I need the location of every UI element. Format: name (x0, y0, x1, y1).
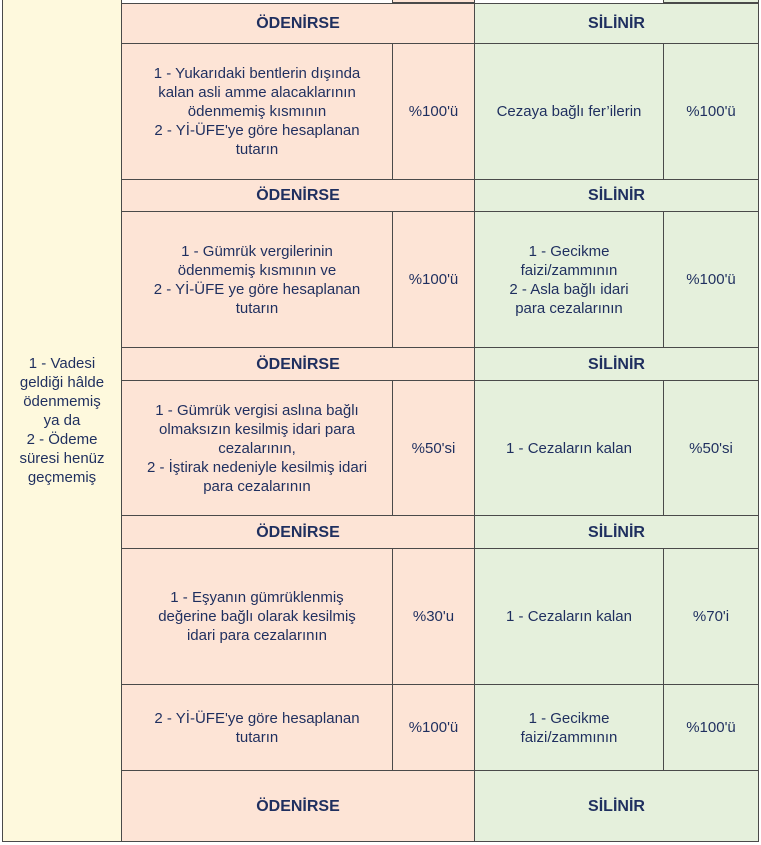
paid-percentage: %30'u (392, 548, 475, 685)
text-line: 1 - Gecikme (528, 709, 610, 727)
left-condition-cell (2, 0, 122, 842)
header-deleted: SİLİNİR (474, 179, 759, 212)
text-line: 2 - Yİ-ÜFE ye göre hesaplanan (153, 280, 361, 298)
text-line: 1 - Cezaların kalan (506, 439, 632, 457)
header-paid: ÖDENİRSE (121, 770, 475, 842)
text-line: cezalarının, (218, 439, 296, 457)
header-deleted: SİLİNİR (474, 515, 759, 549)
deleted-description (474, 380, 664, 516)
paid-percentage: %100'ü (392, 43, 475, 180)
deleted-description (474, 211, 664, 348)
header-paid: ÖDENİRSE (121, 515, 475, 549)
text-line: faizi/zammının (520, 261, 618, 279)
header-paid: ÖDENİRSE (121, 179, 475, 212)
header-paid: ÖDENİRSE (121, 347, 475, 381)
text-line: ödenmemiş kısmının (187, 103, 327, 120)
text-line: 2 - Yİ-ÜFE'ye göre hesaplanan (154, 709, 360, 727)
text-line: kalan asli amme alacaklarının (158, 84, 356, 101)
text-line: 1 - Cezaların kalan (506, 608, 632, 625)
left-label-line: ödenmemiş (23, 393, 101, 410)
deleted-percentage: %100'ü (663, 211, 759, 348)
paid-description (121, 380, 393, 516)
left-label-line: ya da (43, 412, 81, 429)
left-label-line: geldiği hâlde (19, 374, 105, 391)
header-deleted: SİLİNİR (474, 770, 759, 842)
text-line: faizi/zammının (520, 728, 618, 746)
deleted-percentage: %100'ü (663, 684, 759, 771)
left-label-line: geçmemiş (27, 469, 97, 486)
text-line: para cezalarının (515, 299, 623, 317)
header-paid: ÖDENİRSE (121, 3, 475, 44)
text-line: 1 - Gümrük vergisi aslına bağlı (155, 401, 359, 419)
text-line: 2 - Yİ-ÜFE'ye göre hesaplanan (154, 122, 360, 139)
text-line: 2 - İştirak nedeniyle kesilmiş idari (146, 458, 368, 476)
text-line: değerine bağlı olarak kesilmiş (158, 608, 356, 625)
left-label-line: 1 - Vadesi (28, 355, 96, 372)
text-line: tutarın (235, 299, 279, 317)
text-line: ödenmemiş kısmının ve (177, 261, 337, 279)
deleted-percentage: %50'si (663, 380, 759, 516)
deleted-description (474, 684, 664, 771)
header-deleted: SİLİNİR (474, 347, 759, 381)
paid-description (121, 43, 393, 180)
text-line: 1 - Gümrük vergilerinin (181, 242, 333, 260)
text-line: tutarın (235, 728, 279, 746)
deleted-percentage: %70'i (663, 548, 759, 685)
text-line: 1 - Gecikme (528, 242, 610, 260)
text-line: idari para cezalarının (186, 627, 328, 644)
deleted-description (474, 548, 664, 685)
text-line: para cezalarının (203, 477, 311, 495)
text-line: olmaksızın kesilmiş idari para (159, 420, 355, 438)
paid-percentage: %50'si (392, 380, 475, 516)
paid-percentage: %100'ü (392, 211, 475, 348)
text-line: 2 - Asla bağlı idari (509, 280, 629, 298)
paid-percentage: %100'ü (392, 684, 475, 771)
text-line: 1 - Yukarıdaki bentlerin dışında (153, 65, 361, 82)
header-deleted: SİLİNİR (474, 3, 759, 44)
text-line: tutarın (235, 141, 279, 158)
text-line: Cezaya bağlı fer’ilerin (496, 103, 642, 120)
deleted-percentage: %100'ü (663, 43, 759, 180)
deleted-description (474, 43, 664, 180)
paid-description (121, 684, 393, 771)
left-label-line: süresi henüz (19, 450, 105, 467)
paid-description (121, 548, 393, 685)
text-line: 1 - Eşyanın gümrüklenmiş (170, 589, 344, 606)
paid-description (121, 211, 393, 348)
left-label-line: 2 - Ödeme (26, 431, 98, 448)
